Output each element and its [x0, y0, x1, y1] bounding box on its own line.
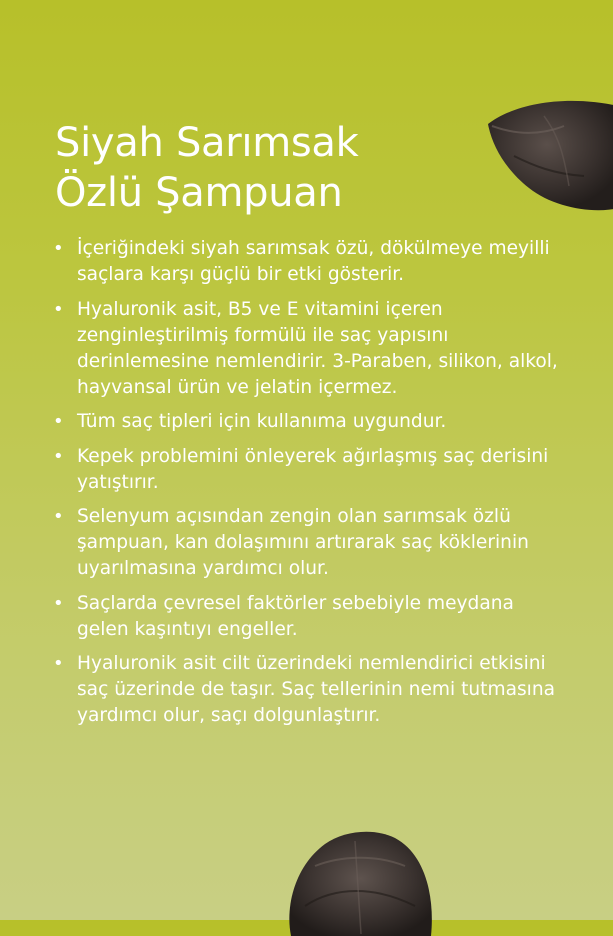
list-item: • Tüm saç tipleri için kullanıma uygundur.	[40, 409, 560, 435]
list-item: • Hyaluronik asit cilt üzerindeki nemlendirici etkisini saç üzerinde de taşır. Saç tellerinin nemi tutmasına yardımcı olur, saçı dolgunlaştırır.	[40, 651, 560, 729]
list-item: • İçeriğindeki siyah sarımsak özü, dökülmeye meyilli saçlara karşı güçlü bir etki gösterir.	[40, 236, 560, 288]
page-title: Siyah Sarımsak Özlü Şampuan	[55, 120, 359, 216]
benefit-list	[40, 236, 560, 738]
list-item: • Kepek problemini önleyerek ağırlaşmış saç derisini yatıştırır.	[40, 444, 560, 496]
list-item: • Selenyum açısından zengin olan sarımsak özlü şampuan, kan dolaşımını artırarak saç köklerinin uyarılmasına yardımcı olur.	[40, 504, 560, 582]
black-garlic-clove-image	[484, 96, 613, 216]
list-item: • Hyaluronik asit, B5 ve E vitamini içeren zenginleştirilmiş formülü ile saç yapısını derinlemesine nemlendirir. 3-Paraben, silikon, alkol, hayvansal ürün ve jelatin içermez.	[40, 297, 560, 401]
list-item: • Saçlarda çevresel faktörler sebebiyle meydana gelen kaşıntıyı engeller.	[40, 591, 560, 643]
